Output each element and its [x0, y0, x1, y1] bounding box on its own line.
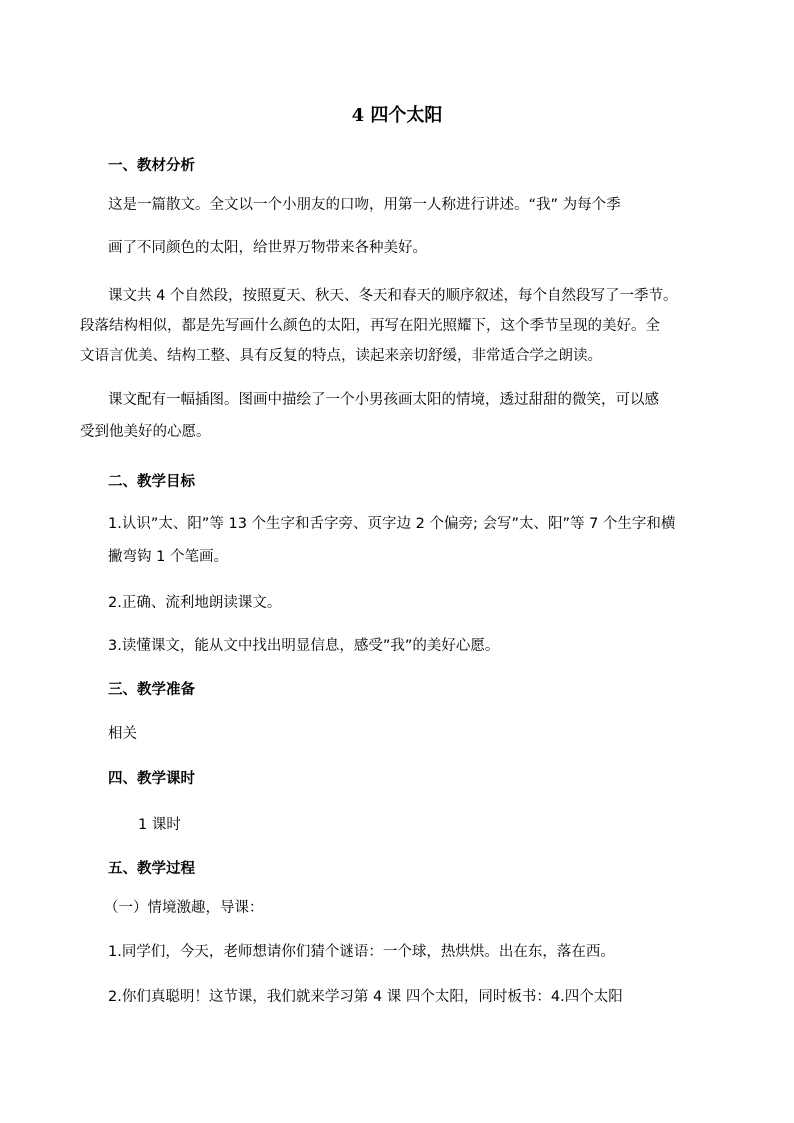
- paragraph-line: 课文共 4 个自然段，按照夏天、秋天、冬天和春天的顺序叙述，每个自然段写了一季节。: [108, 288, 678, 304]
- section-heading-teaching-goals: 二、教学目标: [108, 474, 195, 490]
- list-item: 1.认识”太、阳”等 13 个生字和舌字旁、页字边 2 个偏旁; 会写”太、阳”等 7 个生字和横: [108, 516, 676, 532]
- paragraph-line: 相关: [108, 726, 137, 742]
- paragraph-line: 画了不同颜色的太阳，给世界万物带来各种美好。: [108, 240, 427, 256]
- paragraph-line: 这是一篇散文。全文以一个小朋友的口吻，用第一人称进行讲述。“我” 为每个季: [108, 197, 621, 213]
- section-heading-teaching-process: 五、教学过程: [108, 861, 195, 877]
- section-heading-teaching-material-analysis: 一、教材分析: [108, 158, 195, 174]
- paragraph-line: 受到他美好的心愿。: [80, 424, 211, 440]
- paragraph-line: 1 课时: [138, 817, 181, 833]
- list-item: 1.同学们，今天，老师想请你们猜个谜语：一个球，热烘烘。出在东，落在西。: [108, 944, 615, 960]
- paragraph-line: 段落结构相似，都是先写画什么颜色的太阳，再写在阳光照耀下，这个季节呈现的美好。全: [80, 318, 660, 334]
- section-heading-class-hours: 四、教学课时: [108, 771, 195, 787]
- list-item: 3.读懂课文，能从文中找出明显信息，感受”我”的美好心愿。: [108, 638, 500, 654]
- list-item: 撇弯钩 1 个笔画。: [108, 549, 228, 565]
- subsection-heading: （一）情境激趣，导课：: [104, 900, 264, 916]
- page-title: 4 四个太阳: [351, 105, 443, 126]
- section-heading-teaching-preparation: 三、教学准备: [108, 682, 195, 698]
- list-item: 2.你们真聪明！这节课，我们就来学习第 4 课 四个太阳，同时板书：4.四个太阳: [108, 989, 623, 1005]
- paragraph-line: 课文配有一幅插图。图画中描绘了一个小男孩画太阳的情境，透过甜甜的微笑，可以感: [108, 392, 659, 408]
- paragraph-line: 文语言优美、结构工整、具有反复的特点，读起来亲切舒缓，非常适合学之朗读。: [80, 348, 602, 364]
- list-item: 2.正确、流利地朗读课文。: [108, 595, 282, 611]
